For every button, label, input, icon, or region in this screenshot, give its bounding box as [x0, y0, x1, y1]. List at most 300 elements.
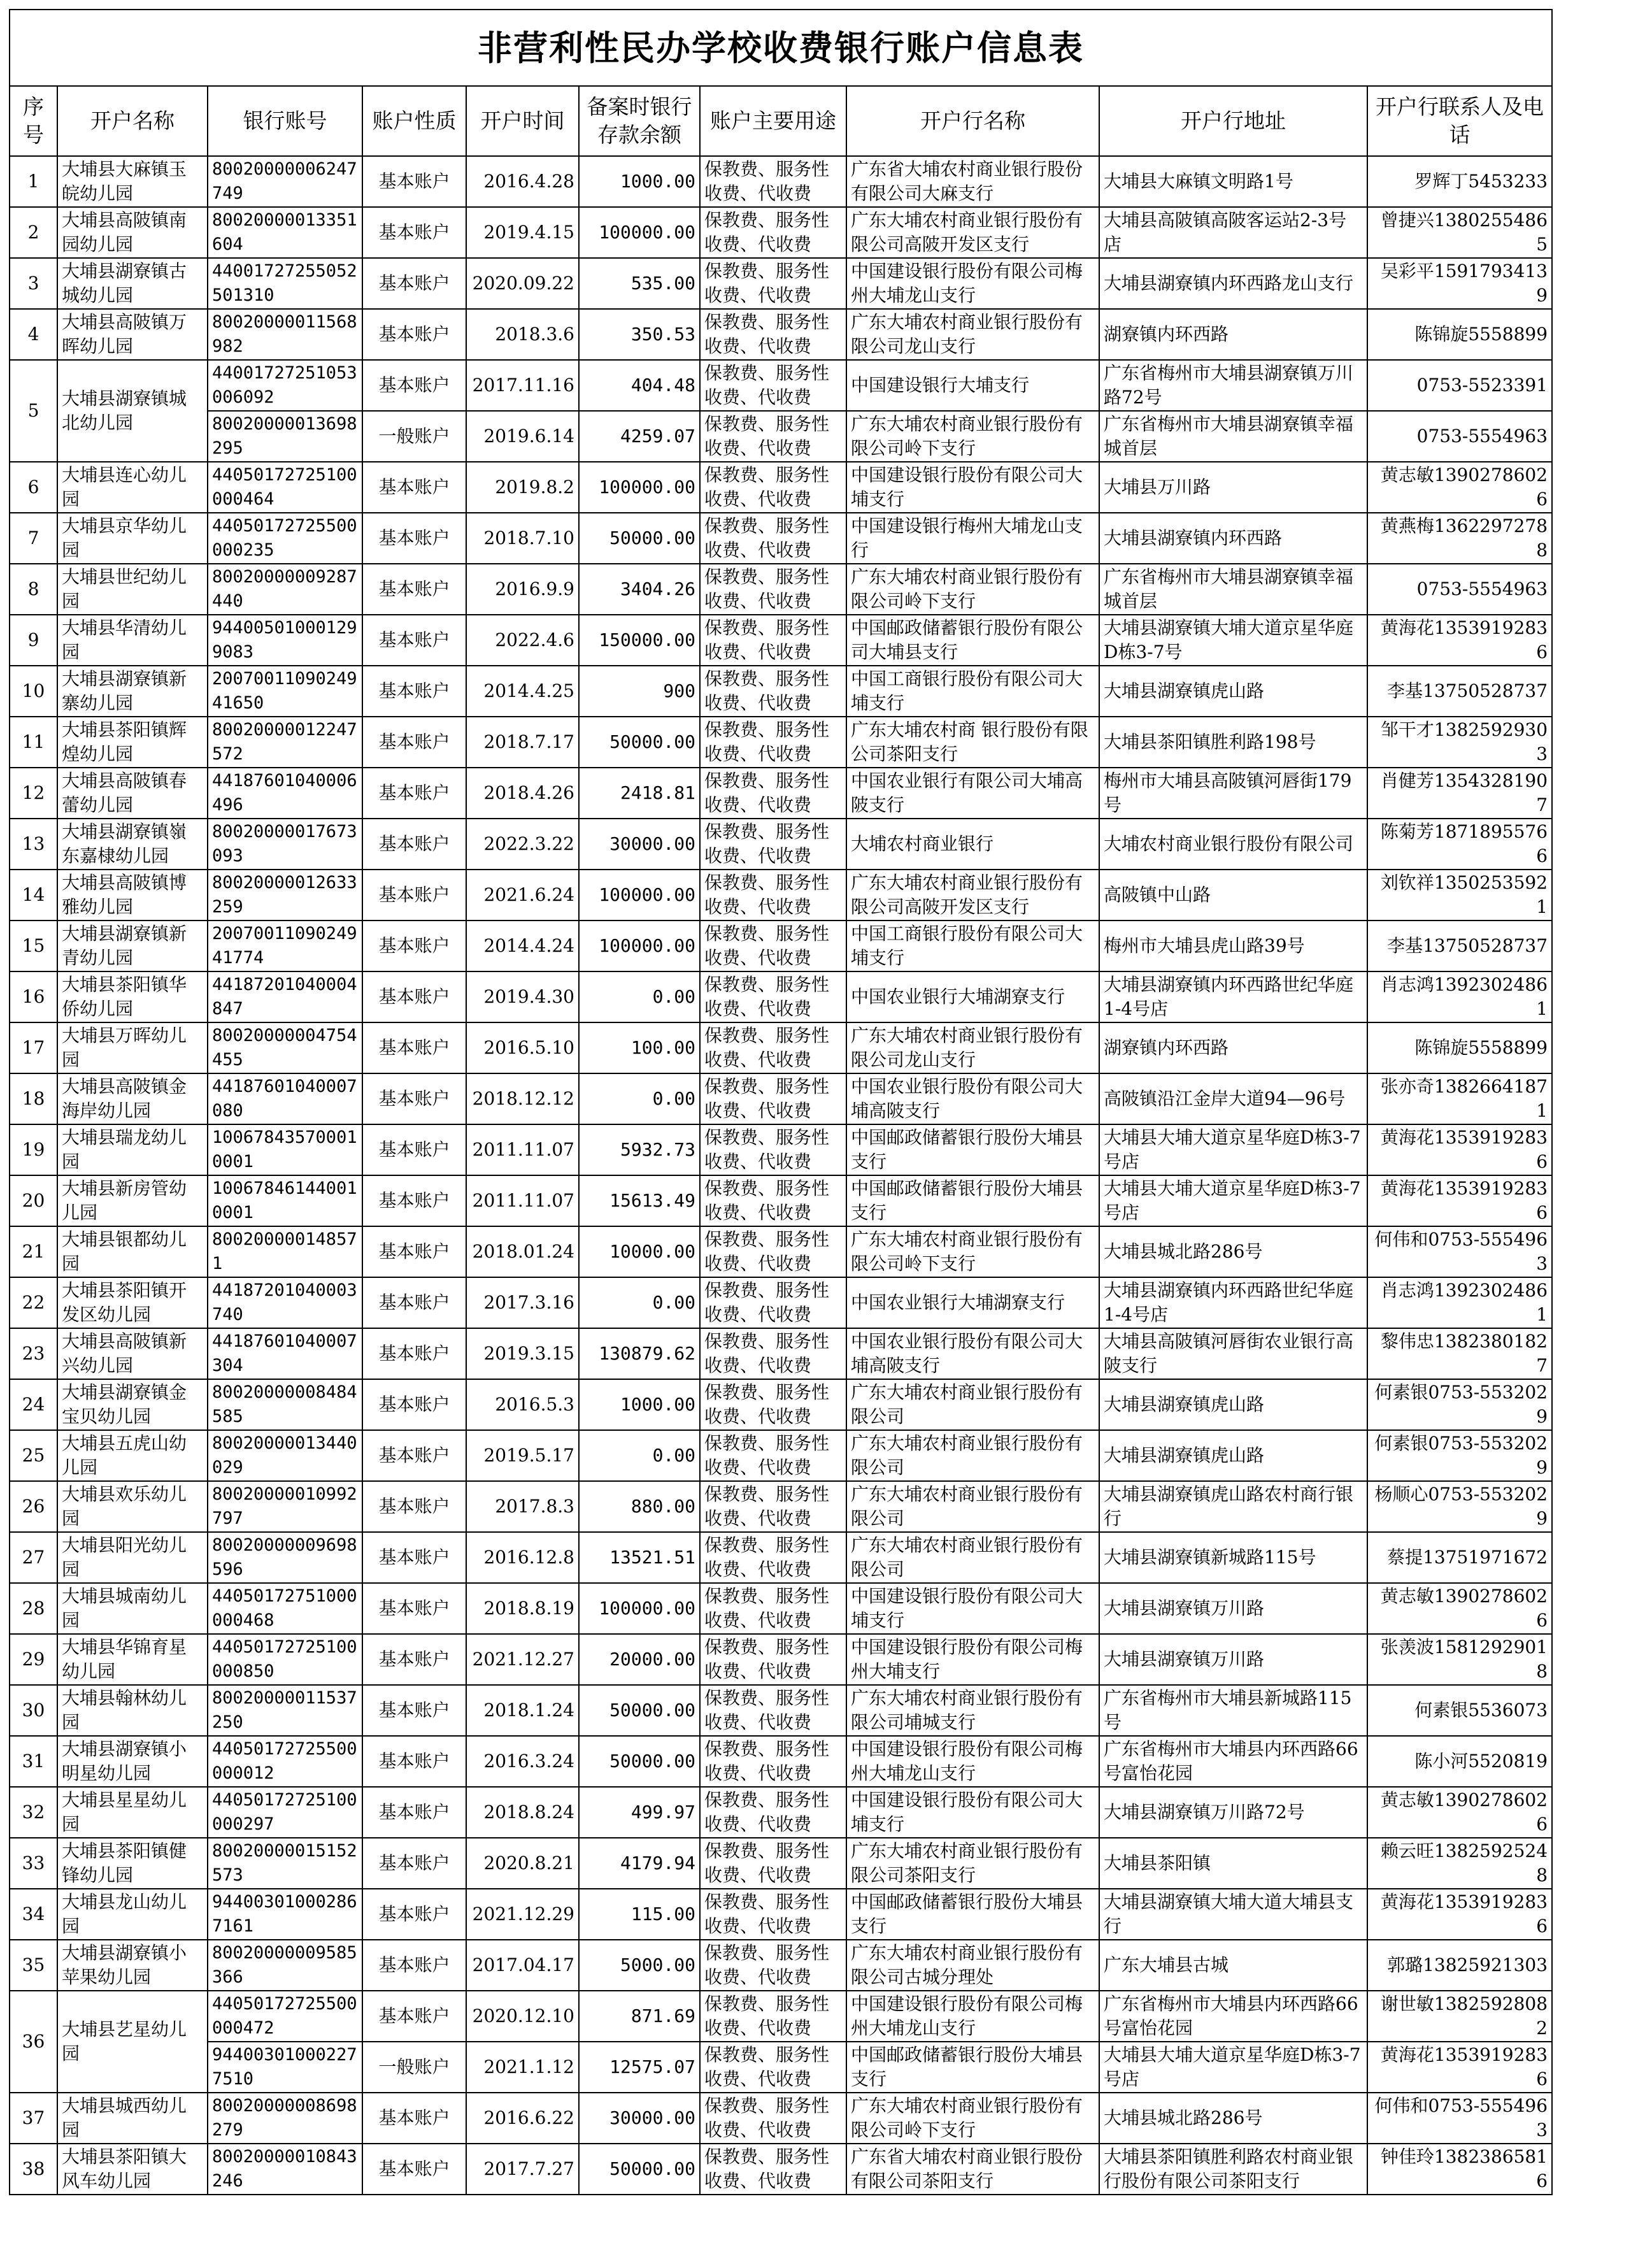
seq-cell: 18	[10, 1073, 57, 1124]
account-name-cell: 大埔县高陂镇金海岸幼儿园	[57, 1073, 208, 1124]
open-date-cell: 2011.11.07	[466, 1124, 579, 1175]
account-name-cell: 大埔县湖寮镇小苹果幼儿园	[57, 1940, 208, 1991]
table-row	[10, 971, 1552, 1022]
account-type-cell: 基本账户	[362, 717, 466, 768]
table-row	[10, 1940, 1552, 1991]
open-date-cell: 2018.7.17	[466, 717, 579, 768]
seq-cell: 12	[10, 768, 57, 819]
table-row	[10, 1073, 1552, 1124]
open-date-cell: 2018.3.6	[466, 309, 579, 360]
seq-cell: 16	[10, 971, 57, 1022]
balance-cell: 0.00	[579, 1277, 700, 1328]
bank-name-cell: 广东大埔农村商业银行股份有限公司	[846, 1430, 1099, 1481]
usage-cell: 保教费、服务性收费、代收费	[700, 921, 846, 971]
bank-account-cell: 44001727255052501310	[208, 258, 362, 309]
balance-cell: 50000.00	[579, 2144, 700, 2195]
account-type-cell: 基本账户	[362, 1481, 466, 1532]
balance-cell: 100.00	[579, 1022, 700, 1073]
usage-cell: 保教费、服务性收费、代收费	[700, 2093, 846, 2144]
bank-account-cell: 80020000010992797	[208, 1481, 362, 1532]
account-type-cell: 基本账户	[362, 462, 466, 513]
bank-name-cell: 中国建设银行股份有限公司梅州大埔龙山支行	[846, 1991, 1099, 2042]
seq-cell: 24	[10, 1379, 57, 1430]
bank-account-cell: 80020000004754455	[208, 1022, 362, 1073]
bank-address-cell: 大埔县大麻镇文明路1号	[1099, 156, 1367, 207]
bank-address-cell: 湖寮镇内环西路	[1099, 1022, 1367, 1073]
table-row	[10, 819, 1552, 870]
account-type-cell: 基本账户	[362, 1838, 466, 1889]
bank-name-cell: 中国建设银行大埔支行	[846, 360, 1099, 411]
bank-account-cell: 944003010002867161	[208, 1889, 362, 1940]
contact-cell: 0753-5554963	[1367, 411, 1552, 462]
open-date-cell: 2018.1.24	[466, 1685, 579, 1736]
table-row	[10, 564, 1552, 615]
usage-cell: 保教费、服务性收费、代收费	[700, 1379, 846, 1430]
bank-address-cell: 梅州市大埔县虎山路39号	[1099, 921, 1367, 971]
contact-cell: 罗辉丁5453233	[1367, 156, 1552, 207]
bank-name-cell: 中国邮政储蓄银行股份大埔县支行	[846, 1889, 1099, 1940]
contact-cell: 陈小河5520819	[1367, 1736, 1552, 1787]
contact-cell: 郭璐13825921303	[1367, 1940, 1552, 1991]
contact-cell: 黄海花13539192836	[1367, 615, 1552, 666]
account-type-cell: 基本账户	[362, 1430, 466, 1481]
bank-address-cell: 大埔县湖寮镇大埔大道京星华庭D栋3-7号	[1099, 615, 1367, 666]
bank-name-cell: 广东大埔农村商业银行股份有限公司	[846, 1532, 1099, 1583]
usage-cell: 保教费、服务性收费、代收费	[700, 258, 846, 309]
contact-cell: 张羡波15812929018	[1367, 1634, 1552, 1685]
bank-name-cell: 广东大埔农村商业银行股份有限公司茶阳支行	[846, 1838, 1099, 1889]
seq-cell: 30	[10, 1685, 57, 1736]
bank-account-cell: 800200000148571	[208, 1226, 362, 1277]
table-title: 非营利性民办学校收费银行账户信息表	[10, 10, 1552, 86]
usage-cell: 保教费、服务性收费、代收费	[700, 1022, 846, 1073]
seq-cell: 5	[10, 360, 57, 462]
seq-cell: 15	[10, 921, 57, 971]
account-name-cell: 大埔县茶阳镇健锋幼儿园	[57, 1838, 208, 1889]
account-type-cell: 基本账户	[362, 207, 466, 258]
contact-cell: 何素银0753-5532029	[1367, 1430, 1552, 1481]
table-row	[10, 156, 1552, 207]
open-date-cell: 2017.8.3	[466, 1481, 579, 1532]
table-row	[10, 513, 1552, 564]
usage-cell: 保教费、服务性收费、代收费	[700, 666, 846, 717]
balance-cell: 2418.81	[579, 768, 700, 819]
bank-name-cell: 中国建设银行梅州大埔龙山支行	[846, 513, 1099, 564]
open-date-cell: 2020.12.10	[466, 1991, 579, 2042]
open-date-cell: 2017.11.16	[466, 360, 579, 411]
bank-name-cell: 中国邮政储蓄银行股份有限公司大埔县支行	[846, 615, 1099, 666]
bank-name-cell: 中国邮政储蓄银行股份大埔县支行	[846, 1175, 1099, 1226]
bank-account-cell: 80020000013351604	[208, 207, 362, 258]
bank-name-cell: 广东大埔农村商业银行股份有限公司高陂开发区支行	[846, 870, 1099, 921]
usage-cell: 保教费、服务性收费、代收费	[700, 360, 846, 411]
bank-name-cell: 中国农业银行股份有限公司大埔高陂支行	[846, 1073, 1099, 1124]
account-type-cell: 基本账户	[362, 921, 466, 971]
account-name-cell: 大埔县湖寮镇古城幼儿园	[57, 258, 208, 309]
contact-cell: 何伟和0753-5554963	[1367, 1226, 1552, 1277]
account-type-cell: 基本账户	[362, 1991, 466, 2042]
account-type-cell: 基本账户	[362, 1736, 466, 1787]
bank-address-cell: 大埔县湖寮镇虎山路	[1099, 666, 1367, 717]
usage-cell: 保教费、服务性收费、代收费	[700, 564, 846, 615]
seq-cell: 17	[10, 1022, 57, 1073]
bank-account-cell: 44187601040007304	[208, 1328, 362, 1379]
bank-account-cell: 44187601040006496	[208, 768, 362, 819]
account-type-cell: 基本账户	[362, 1226, 466, 1277]
usage-cell: 保教费、服务性收费、代收费	[700, 2144, 846, 2195]
account-name-cell: 大埔县高陂镇春蕾幼儿园	[57, 768, 208, 819]
bank-account-cell: 80020000013440029	[208, 1430, 362, 1481]
usage-cell: 保教费、服务性收费、代收费	[700, 156, 846, 207]
bank-name-cell: 广东大埔农村商业银行股份有限公司岭下支行	[846, 564, 1099, 615]
bank-address-cell: 广东大埔县古城	[1099, 1940, 1367, 1991]
contact-cell: 谢世敏13825928082	[1367, 1991, 1552, 2042]
table-row	[10, 1022, 1552, 1073]
account-type-cell: 基本账户	[362, 2093, 466, 2144]
bank-address-cell: 大埔县湖寮镇虎山路	[1099, 1379, 1367, 1430]
bank-name-cell: 广东大埔农村商业银行股份有限公司龙山支行	[846, 309, 1099, 360]
table-row	[10, 921, 1552, 971]
bank-address-cell: 大埔县湖寮镇内环西路世纪华庭1-4号店	[1099, 971, 1367, 1022]
table-row	[10, 309, 1552, 360]
open-date-cell: 2019.4.15	[466, 207, 579, 258]
seq-cell: 9	[10, 615, 57, 666]
seq-cell: 7	[10, 513, 57, 564]
bank-address-cell: 大埔县湖寮镇万川路	[1099, 1634, 1367, 1685]
account-type-cell: 基本账户	[362, 258, 466, 309]
table-row	[10, 1787, 1552, 1838]
bank-account-cell: 80020000006247749	[208, 156, 362, 207]
seq-cell: 13	[10, 819, 57, 870]
seq-cell: 38	[10, 2144, 57, 2195]
bank-name-cell: 中国工商银行股份有限公司大埔支行	[846, 921, 1099, 971]
account-name-cell: 大埔县阳光幼儿园	[57, 1532, 208, 1583]
seq-cell: 4	[10, 309, 57, 360]
account-name-cell: 大埔县艺星幼儿园	[57, 1991, 208, 2093]
open-date-cell: 2016.5.10	[466, 1022, 579, 1073]
seq-cell: 2	[10, 207, 57, 258]
bank-account-cell: 80020000015152573	[208, 1838, 362, 1889]
balance-cell: 350.53	[579, 309, 700, 360]
account-name-cell: 大埔县大麻镇玉皖幼儿园	[57, 156, 208, 207]
bank-address-cell: 广东省梅州市大埔县内环西路66号富怡花园	[1099, 1736, 1367, 1787]
account-type-cell: 基本账户	[362, 1583, 466, 1634]
open-date-cell: 2020.09.22	[466, 258, 579, 309]
sheet	[9, 9, 1551, 2195]
bank-name-cell: 中国建设银行股份有限公司梅州大埔龙山支行	[846, 1736, 1099, 1787]
bank-name-cell: 中国建设银行股份有限公司梅州大埔龙山支行	[846, 258, 1099, 309]
contact-cell: 何素银0753-5532029	[1367, 1379, 1552, 1430]
account-name-cell: 大埔县城西幼儿园	[57, 2093, 208, 2144]
account-type-cell: 基本账户	[362, 615, 466, 666]
usage-cell: 保教费、服务性收费、代收费	[700, 1838, 846, 1889]
contact-cell: 黄志敏13902786026	[1367, 462, 1552, 513]
account-name-cell: 大埔县五虎山幼儿园	[57, 1430, 208, 1481]
account-name-cell: 大埔县高陂镇新兴幼儿园	[57, 1328, 208, 1379]
seq-cell: 21	[10, 1226, 57, 1277]
contact-cell: 何素银5536073	[1367, 1685, 1552, 1736]
bank-address-cell: 大埔县高陂镇高陂客运站2-3号店	[1099, 207, 1367, 258]
usage-cell: 保教费、服务性收费、代收费	[700, 1736, 846, 1787]
balance-cell: 5000.00	[579, 1940, 700, 1991]
account-type-cell: 基本账户	[362, 1175, 466, 1226]
bank-name-cell: 广东大埔农村商业银行股份有限公司龙山支行	[846, 1022, 1099, 1073]
open-date-cell: 2018.01.24	[466, 1226, 579, 1277]
bank-address-cell: 大埔县湖寮镇万川路	[1099, 1583, 1367, 1634]
contact-cell: 黄海花13539192836	[1367, 1175, 1552, 1226]
bank-address-cell: 大埔县湖寮镇内环西路世纪华庭1-4号店	[1099, 1277, 1367, 1328]
account-type-cell: 基本账户	[362, 1685, 466, 1736]
table-row	[10, 1226, 1552, 1277]
table-row	[10, 2093, 1552, 2144]
bank-address-cell: 大埔县茶阳镇胜利路198号	[1099, 717, 1367, 768]
bank-account-cell: 80020000012633259	[208, 870, 362, 921]
bank-address-cell: 广东省梅州市大埔县湖寮镇幸福城首层	[1099, 411, 1367, 462]
usage-cell: 保教费、服务性收费、代收费	[700, 1328, 846, 1379]
bank-name-cell: 广东省大埔农村商业银行股份有限公司大麻支行	[846, 156, 1099, 207]
bank-name-cell: 广东大埔农村商业银行股份有限公司岭下支行	[846, 411, 1099, 462]
open-date-cell: 2016.5.3	[466, 1379, 579, 1430]
bank-account-cell: 44050172725100000464	[208, 462, 362, 513]
seq-cell: 20	[10, 1175, 57, 1226]
table-row	[10, 1991, 1552, 2042]
balance-cell: 900	[579, 666, 700, 717]
bank-account-cell: 944003010002277510	[208, 2042, 362, 2093]
open-date-cell: 2018.12.12	[466, 1073, 579, 1124]
bank-address-cell: 大埔县城北路286号	[1099, 2093, 1367, 2144]
balance-cell: 404.48	[579, 360, 700, 411]
contact-cell: 肖志鸿13923024861	[1367, 1277, 1552, 1328]
table-row	[10, 1379, 1552, 1430]
account-type-cell: 基本账户	[362, 819, 466, 870]
open-date-cell: 2018.8.24	[466, 1787, 579, 1838]
seq-cell: 8	[10, 564, 57, 615]
bank-account-cell: 80020000012247572	[208, 717, 362, 768]
balance-cell: 100000.00	[579, 921, 700, 971]
bank-address-cell: 大埔县湖寮镇大埔大道大埔县支行	[1099, 1889, 1367, 1940]
contact-cell: 陈菊芳18718955766	[1367, 819, 1552, 870]
balance-cell: 115.00	[579, 1889, 700, 1940]
account-name-cell: 大埔县瑞龙幼儿园	[57, 1124, 208, 1175]
contact-cell: 黄燕梅13622972788	[1367, 513, 1552, 564]
account-type-cell: 基本账户	[362, 156, 466, 207]
seq-cell: 34	[10, 1889, 57, 1940]
open-date-cell: 2021.6.24	[466, 870, 579, 921]
account-name-cell: 大埔县茶阳镇大风车幼儿园	[57, 2144, 208, 2195]
account-type-cell: 基本账户	[362, 870, 466, 921]
usage-cell: 保教费、服务性收费、代收费	[700, 1940, 846, 1991]
bank-account-cell: 2007001109024941650	[208, 666, 362, 717]
bank-account-cell: 80020000011537250	[208, 1685, 362, 1736]
seq-cell: 35	[10, 1940, 57, 1991]
bank-address-cell: 梅州市大埔县高陂镇河唇街179号	[1099, 768, 1367, 819]
bank-account-cell: 80020000009585366	[208, 1940, 362, 1991]
balance-cell: 499.97	[579, 1787, 700, 1838]
balance-cell: 1000.00	[579, 156, 700, 207]
header-bank-address: 开户行地址	[1099, 86, 1367, 156]
bank-address-cell: 大埔县大埔大道京星华庭D栋3-7号店	[1099, 2042, 1367, 2093]
balance-cell: 3404.26	[579, 564, 700, 615]
account-type-cell: 基本账户	[362, 971, 466, 1022]
bank-account-cell: 44187201040003740	[208, 1277, 362, 1328]
bank-account-cell: 80020000008698279	[208, 2093, 362, 2144]
open-date-cell: 2016.9.9	[466, 564, 579, 615]
account-type-cell: 基本账户	[362, 1889, 466, 1940]
account-name-cell: 大埔县茶阳镇辉煌幼儿园	[57, 717, 208, 768]
balance-cell: 20000.00	[579, 1634, 700, 1685]
table-row	[10, 615, 1552, 666]
table-row	[10, 1430, 1552, 1481]
contact-cell: 何伟和0753-5554963	[1367, 2093, 1552, 2144]
balance-cell: 50000.00	[579, 513, 700, 564]
bank-address-cell: 大埔农村商业银行股份有限公司	[1099, 819, 1367, 870]
account-name-cell: 大埔县城南幼儿园	[57, 1583, 208, 1634]
balance-cell: 50000.00	[579, 1736, 700, 1787]
account-name-cell: 大埔县湖寮镇城北幼儿园	[57, 360, 208, 462]
open-date-cell: 2021.1.12	[466, 2042, 579, 2093]
contact-cell: 0753-5523391	[1367, 360, 1552, 411]
usage-cell: 保教费、服务性收费、代收费	[700, 513, 846, 564]
usage-cell: 保教费、服务性收费、代收费	[700, 1991, 846, 2042]
balance-cell: 15613.49	[579, 1175, 700, 1226]
bank-name-cell: 中国农业银行大埔湖寮支行	[846, 1277, 1099, 1328]
bank-account-cell: 44187601040007080	[208, 1073, 362, 1124]
account-type-cell: 基本账户	[362, 1532, 466, 1583]
seq-cell: 23	[10, 1328, 57, 1379]
seq-cell: 10	[10, 666, 57, 717]
header-open-date: 开户时间	[466, 86, 579, 156]
account-type-cell: 基本账户	[362, 1940, 466, 1991]
bank-account-cell: 80020000010843246	[208, 2144, 362, 2195]
account-type-cell: 基本账户	[362, 513, 466, 564]
header-seq: 序号	[10, 86, 57, 156]
bank-name-cell: 中国工商银行股份有限公司大埔支行	[846, 666, 1099, 717]
table-row	[10, 1175, 1552, 1226]
open-date-cell: 2014.4.24	[466, 921, 579, 971]
open-date-cell: 2021.12.27	[466, 1634, 579, 1685]
usage-cell: 保教费、服务性收费、代收费	[700, 1787, 846, 1838]
account-name-cell: 大埔县湖寮镇小明星幼儿园	[57, 1736, 208, 1787]
seq-cell: 31	[10, 1736, 57, 1787]
bank-name-cell: 中国建设银行股份有限公司梅州大埔支行	[846, 1634, 1099, 1685]
bank-account-cell: 80020000011568982	[208, 309, 362, 360]
bank-address-cell: 广东省梅州市大埔县湖寮镇幸福城首层	[1099, 564, 1367, 615]
table-row	[10, 360, 1552, 411]
account-name-cell: 大埔县华锦育星幼儿园	[57, 1634, 208, 1685]
account-type-cell: 基本账户	[362, 768, 466, 819]
usage-cell: 保教费、服务性收费、代收费	[700, 411, 846, 462]
account-type-cell: 基本账户	[362, 564, 466, 615]
bank-name-cell: 广东大埔农村商业银行股份有限公司岭下支行	[846, 2093, 1099, 2144]
contact-cell: 肖健芳13543281907	[1367, 768, 1552, 819]
open-date-cell: 2016.4.28	[466, 156, 579, 207]
balance-cell: 0.00	[579, 1430, 700, 1481]
open-date-cell: 2019.4.30	[466, 971, 579, 1022]
balance-cell: 4259.07	[579, 411, 700, 462]
bank-account-cell: 80020000009698596	[208, 1532, 362, 1583]
account-type-cell: 基本账户	[362, 1379, 466, 1430]
contact-cell: 曾捷兴13802554865	[1367, 207, 1552, 258]
usage-cell: 保教费、服务性收费、代收费	[700, 462, 846, 513]
account-type-cell: 基本账户	[362, 2144, 466, 2195]
balance-cell: 880.00	[579, 1481, 700, 1532]
usage-cell: 保教费、服务性收费、代收费	[700, 717, 846, 768]
contact-cell: 杨顺心0753-5532029	[1367, 1481, 1552, 1532]
balance-cell: 30000.00	[579, 2093, 700, 2144]
bank-address-cell: 大埔县大埔大道京星华庭D栋3-7号店	[1099, 1175, 1367, 1226]
table-row	[10, 1838, 1552, 1889]
seq-cell: 11	[10, 717, 57, 768]
bank-account-cell: 100678461440010001	[208, 1175, 362, 1226]
contact-cell: 黄志敏13902786026	[1367, 1583, 1552, 1634]
bank-name-cell: 广东大埔农村商 银行股份有限公司茶阳支行	[846, 717, 1099, 768]
open-date-cell: 2018.4.26	[466, 768, 579, 819]
table-row	[10, 462, 1552, 513]
bank-name-cell: 广东大埔农村商业银行股份有限公司	[846, 1379, 1099, 1430]
open-date-cell: 2019.3.15	[466, 1328, 579, 1379]
usage-cell: 保教费、服务性收费、代收费	[700, 971, 846, 1022]
balance-cell: 50000.00	[579, 717, 700, 768]
bank-name-cell: 广东大埔农村商业银行股份有限公司岭下支行	[846, 1226, 1099, 1277]
bank-name-cell: 大埔农村商业银行	[846, 819, 1099, 870]
seq-cell: 14	[10, 870, 57, 921]
bank-name-cell: 中国农业银行股份有限公司大埔高陂支行	[846, 1328, 1099, 1379]
account-name-cell: 大埔县湖寮镇嶺东嘉棣幼儿园	[57, 819, 208, 870]
table-row	[10, 1481, 1552, 1532]
table-row	[10, 1124, 1552, 1175]
bank-address-cell: 大埔县高陂镇河唇街农业银行高陂支行	[1099, 1328, 1367, 1379]
seq-cell: 32	[10, 1787, 57, 1838]
open-date-cell: 2019.5.17	[466, 1430, 579, 1481]
account-info-table	[9, 9, 1553, 2195]
bank-account-cell: 80020000017673093	[208, 819, 362, 870]
balance-cell: 0.00	[579, 971, 700, 1022]
balance-cell: 4179.94	[579, 1838, 700, 1889]
bank-name-cell: 中国邮政储蓄银行股份大埔县支行	[846, 2042, 1099, 2093]
seq-cell: 33	[10, 1838, 57, 1889]
bank-name-cell: 广东大埔农村商业银行股份有限公司	[846, 1481, 1099, 1532]
usage-cell: 保教费、服务性收费、代收费	[700, 1481, 846, 1532]
usage-cell: 保教费、服务性收费、代收费	[700, 1124, 846, 1175]
usage-cell: 保教费、服务性收费、代收费	[700, 207, 846, 258]
usage-cell: 保教费、服务性收费、代收费	[700, 615, 846, 666]
seq-cell: 28	[10, 1583, 57, 1634]
bank-account-cell: 44050172725100000297	[208, 1787, 362, 1838]
bank-address-cell: 大埔县湖寮镇内环西路龙山支行	[1099, 258, 1367, 309]
contact-cell: 黎伟忠13823801827	[1367, 1328, 1552, 1379]
table-row	[10, 717, 1552, 768]
bank-address-cell: 高陂镇中山路	[1099, 870, 1367, 921]
bank-address-cell: 大埔县湖寮镇内环西路	[1099, 513, 1367, 564]
seq-cell: 3	[10, 258, 57, 309]
usage-cell: 保教费、服务性收费、代收费	[700, 1277, 846, 1328]
balance-cell: 100000.00	[579, 1583, 700, 1634]
contact-cell: 黄海花13539192836	[1367, 2042, 1552, 2093]
seq-cell: 29	[10, 1634, 57, 1685]
contact-cell: 李基13750528737	[1367, 666, 1552, 717]
bank-name-cell: 广东省大埔农村商业银行股份有限公司茶阳支行	[846, 2144, 1099, 2195]
balance-cell: 0.00	[579, 1073, 700, 1124]
balance-cell: 50000.00	[579, 1685, 700, 1736]
open-date-cell: 2017.3.16	[466, 1277, 579, 1328]
bank-name-cell: 中国邮政储蓄银行股份大埔县支行	[846, 1124, 1099, 1175]
bank-address-cell: 大埔县湖寮镇虎山路	[1099, 1430, 1367, 1481]
bank-account-cell: 44050172725500000472	[208, 1991, 362, 2042]
account-name-cell: 大埔县茶阳镇开发区幼儿园	[57, 1277, 208, 1328]
table-row	[10, 666, 1552, 717]
bank-address-cell: 大埔县湖寮镇虎山路农村商行银行	[1099, 1481, 1367, 1532]
table-row	[10, 411, 1552, 462]
